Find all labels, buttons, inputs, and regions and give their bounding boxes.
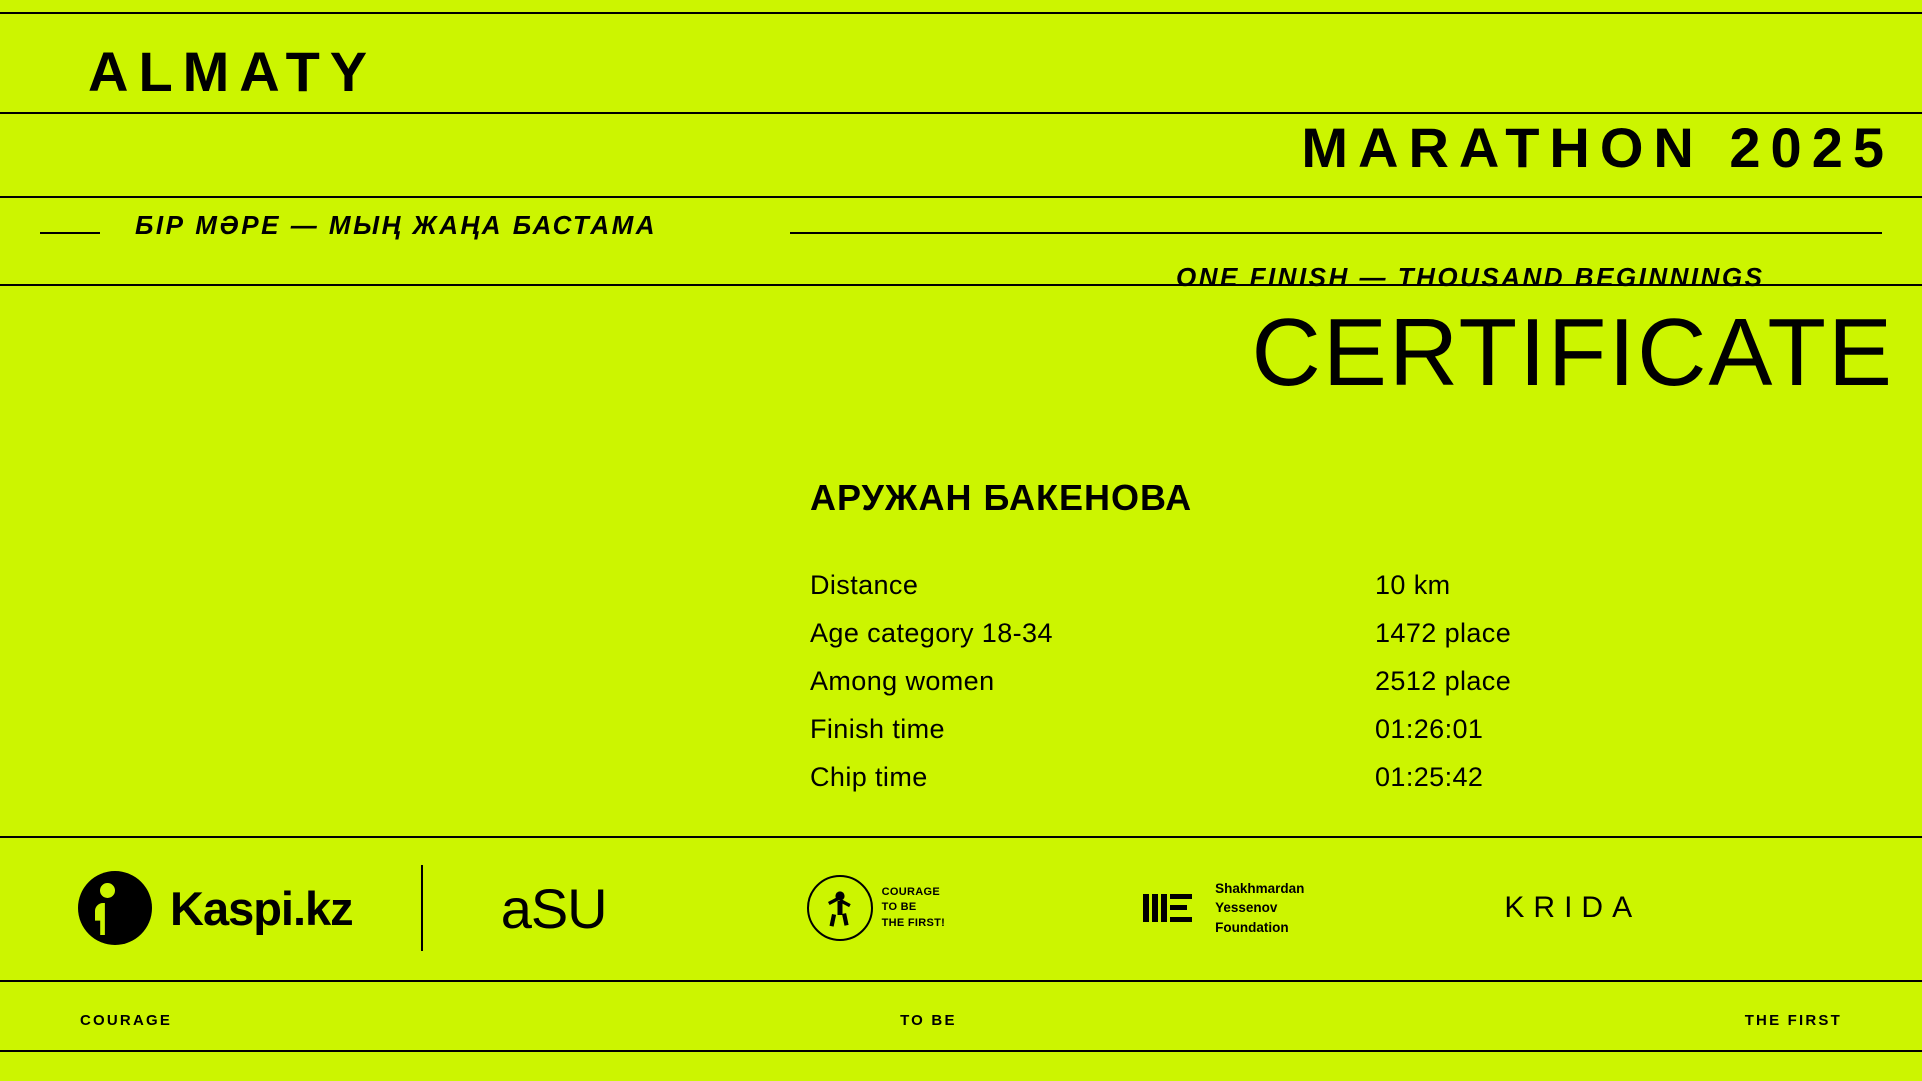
result-row — [810, 666, 1870, 697]
yessenov-line-1: Shakhmardan — [1215, 881, 1305, 897]
result-row — [810, 618, 1870, 649]
sponsor-row — [0, 836, 1922, 980]
rule-top-2 — [0, 112, 1922, 114]
courage-line-1: COURAGE — [881, 886, 940, 899]
result-label: Among women — [810, 666, 995, 696]
results-list — [810, 570, 1870, 810]
footer-left-text: COURAGE — [80, 1012, 173, 1029]
sponsor-asu — [501, 876, 607, 941]
rule-seg-kz-left — [40, 232, 100, 234]
event-name: MARATHON 2025 — [1301, 116, 1894, 179]
result-value: 01:26:01 — [1375, 714, 1484, 744]
result-value: 2512 place — [1375, 666, 1512, 696]
event-city: ALMATY — [88, 40, 378, 103]
yessenov-logo-icon — [1141, 888, 1203, 928]
courage-fund-icon — [807, 875, 873, 941]
courage-fund-text — [882, 885, 946, 931]
result-row — [810, 762, 1870, 793]
footer-bar — [0, 1012, 1922, 1029]
result-label: Distance — [810, 570, 919, 600]
result-value: 10 km — [1375, 570, 1451, 600]
footer-right-text: THE FIRST — [1744, 1012, 1842, 1029]
sponsor-krida — [1504, 891, 1641, 925]
result-label: Chip time — [810, 762, 928, 792]
footer-center-text: TO BE — [900, 1012, 957, 1029]
kaspi-logo-icon — [78, 871, 152, 945]
page-title: CERTIFICATE — [1251, 299, 1894, 406]
sponsor-asu-label: aSU — [500, 876, 607, 940]
rule-seg-en-left — [0, 284, 1140, 286]
sponsor-kaspi-label: Kaspi.kz — [170, 881, 353, 935]
yessenov-line-3: Foundation — [1215, 919, 1289, 935]
sponsor-courage-fund — [807, 875, 946, 941]
rule-top-1 — [0, 12, 1922, 14]
rule-footer — [0, 1050, 1922, 1052]
tagline-english: ONE FINISH — THOUSAND BEGINNINGS — [1176, 262, 1765, 292]
result-value: 1472 place — [1375, 618, 1512, 648]
yessenov-line-2: Yessenov — [1215, 900, 1278, 916]
rule-seg-kz-right — [790, 232, 1882, 234]
rule-seg-en-right — [1845, 284, 1922, 286]
tagline-kazakh: БІР МӘРЕ — МЫҢ ЖАҢА БАСТАМА — [135, 210, 658, 240]
result-label: Finish time — [810, 714, 945, 744]
result-row — [810, 714, 1870, 745]
result-label: Age category 18-34 — [810, 618, 1053, 648]
participant-name: АРУЖАН БАКЕНОВА — [810, 477, 1193, 518]
courage-line-3: THE FIRST! — [881, 916, 946, 929]
result-row — [810, 570, 1870, 601]
result-value: 01:25:42 — [1375, 762, 1484, 792]
rule-top-3 — [0, 196, 1922, 198]
yessenov-text — [1215, 879, 1304, 936]
sponsor-kaspi — [78, 871, 353, 945]
rule-sponsors-bottom — [0, 980, 1922, 982]
courage-line-2: TO BE — [881, 901, 917, 914]
sponsor-krida-label: KRIDA — [1504, 891, 1642, 924]
runner-figure-icon — [823, 889, 857, 927]
sponsor-yessenov-foundation — [1141, 879, 1304, 936]
sponsor-divider — [421, 865, 423, 951]
